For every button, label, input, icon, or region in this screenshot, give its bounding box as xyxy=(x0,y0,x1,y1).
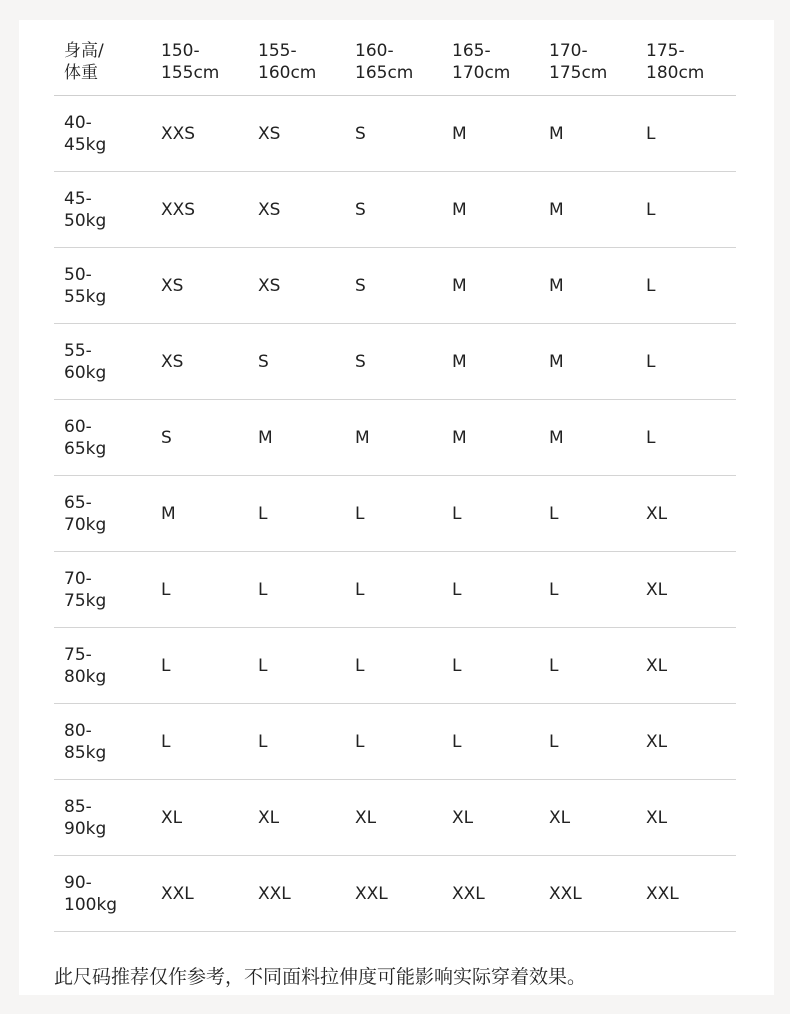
size-cell: XS xyxy=(248,248,345,324)
size-cell: M xyxy=(539,172,636,248)
row-header-weight: 50- 55kg xyxy=(54,248,151,324)
size-cell: XS xyxy=(151,324,248,400)
table-row xyxy=(54,628,736,704)
column-header-height: 170- 175cm xyxy=(539,28,636,96)
row-header-weight: 40- 45kg xyxy=(54,96,151,172)
size-cell: L xyxy=(345,552,442,628)
size-cell: S xyxy=(151,400,248,476)
size-cell: L xyxy=(248,552,345,628)
column-header-height: 155- 160cm xyxy=(248,28,345,96)
size-chart-card xyxy=(19,20,774,995)
size-cell: XL xyxy=(151,780,248,856)
row-header-weight: 75- 80kg xyxy=(54,628,151,704)
size-cell: S xyxy=(248,324,345,400)
size-cell: L xyxy=(539,704,636,780)
size-cell: L xyxy=(442,552,539,628)
row-header-weight: 55- 60kg xyxy=(54,324,151,400)
size-cell: L xyxy=(345,628,442,704)
size-cell: XXS xyxy=(151,172,248,248)
size-cell: XL xyxy=(636,780,736,856)
table-row xyxy=(54,780,736,856)
table-row xyxy=(54,704,736,780)
size-cell: XL xyxy=(442,780,539,856)
size-cell: S xyxy=(345,324,442,400)
table-row xyxy=(54,400,736,476)
row-header-weight: 90- 100kg xyxy=(54,856,151,932)
size-cell: M xyxy=(442,324,539,400)
size-cell: M xyxy=(539,324,636,400)
size-cell: XXL xyxy=(539,856,636,932)
row-header-weight: 70- 75kg xyxy=(54,552,151,628)
size-cell: L xyxy=(539,552,636,628)
corner-header: 身高/ 体重 xyxy=(54,28,151,96)
column-header-height: 165- 170cm xyxy=(442,28,539,96)
size-cell: M xyxy=(442,172,539,248)
row-header-weight: 80- 85kg xyxy=(54,704,151,780)
size-cell: L xyxy=(442,704,539,780)
size-cell: XXL xyxy=(248,856,345,932)
size-cell: L xyxy=(636,96,736,172)
size-cell: XS xyxy=(248,96,345,172)
size-cell: XXL xyxy=(636,856,736,932)
size-cell: XL xyxy=(345,780,442,856)
table-row xyxy=(54,248,736,324)
size-cell: L xyxy=(636,172,736,248)
size-cell: M xyxy=(248,400,345,476)
size-cell: L xyxy=(151,628,248,704)
row-header-weight: 85- 90kg xyxy=(54,780,151,856)
size-cell: S xyxy=(345,248,442,324)
size-cell: XXL xyxy=(442,856,539,932)
size-cell: XS xyxy=(151,248,248,324)
column-header-height: 175- 180cm xyxy=(636,28,736,96)
size-recommendation-table xyxy=(54,28,736,932)
table-row xyxy=(54,552,736,628)
size-cell: L xyxy=(248,476,345,552)
column-header-height: 150- 155cm xyxy=(151,28,248,96)
size-cell: XXS xyxy=(151,96,248,172)
size-cell: M xyxy=(442,400,539,476)
size-cell: L xyxy=(248,628,345,704)
size-cell: M xyxy=(539,400,636,476)
size-cell: S xyxy=(345,172,442,248)
table-header-row xyxy=(54,28,736,96)
size-cell: L xyxy=(442,628,539,704)
size-cell: XL xyxy=(248,780,345,856)
size-cell: M xyxy=(539,248,636,324)
size-cell: L xyxy=(345,476,442,552)
row-header-weight: 60- 65kg xyxy=(54,400,151,476)
size-cell: XXL xyxy=(151,856,248,932)
size-cell: XL xyxy=(636,704,736,780)
size-cell: XL xyxy=(636,628,736,704)
size-cell: L xyxy=(151,704,248,780)
size-cell: XS xyxy=(248,172,345,248)
table-row xyxy=(54,856,736,932)
size-cell: M xyxy=(442,96,539,172)
size-cell: M xyxy=(345,400,442,476)
size-cell: M xyxy=(151,476,248,552)
size-cell: L xyxy=(345,704,442,780)
size-cell: L xyxy=(539,628,636,704)
column-header-height: 160- 165cm xyxy=(345,28,442,96)
size-disclaimer-note: 此尺码推荐仅作参考，不同面料拉伸度可能影响实际穿着效果。 xyxy=(54,966,587,988)
size-cell: L xyxy=(248,704,345,780)
size-cell: S xyxy=(345,96,442,172)
size-cell: XXL xyxy=(345,856,442,932)
row-header-weight: 65- 70kg xyxy=(54,476,151,552)
table-row xyxy=(54,172,736,248)
table-row xyxy=(54,96,736,172)
size-cell: XL xyxy=(539,780,636,856)
size-cell: L xyxy=(539,476,636,552)
size-cell: L xyxy=(442,476,539,552)
size-cell: XL xyxy=(636,476,736,552)
table-row xyxy=(54,324,736,400)
size-cell: L xyxy=(636,324,736,400)
size-cell: L xyxy=(636,248,736,324)
table-row xyxy=(54,476,736,552)
row-header-weight: 45- 50kg xyxy=(54,172,151,248)
size-cell: XL xyxy=(636,552,736,628)
size-cell: L xyxy=(636,400,736,476)
size-cell: L xyxy=(151,552,248,628)
size-cell: M xyxy=(442,248,539,324)
size-cell: M xyxy=(539,96,636,172)
